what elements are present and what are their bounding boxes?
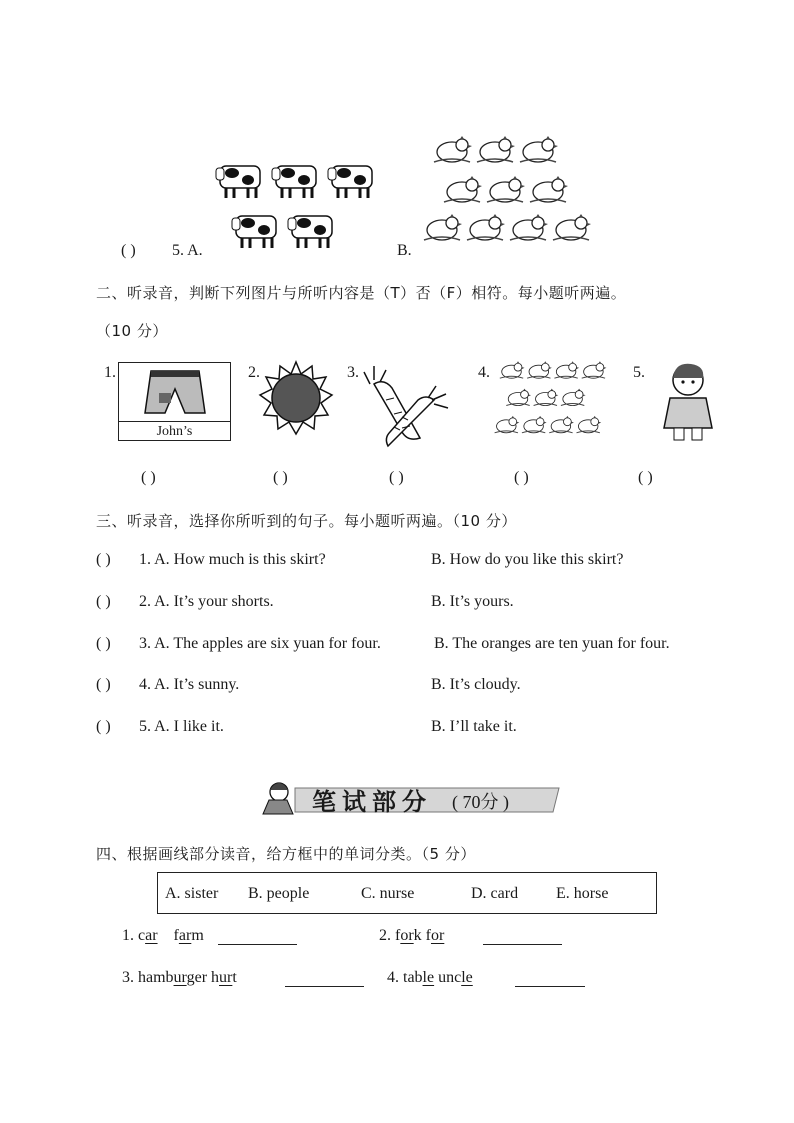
s3-option-a: 5. A. I like it. (139, 718, 224, 735)
s3-option-a: 3. A. The apples are six yuan for four. (139, 635, 381, 652)
s3-option-b: B. How do you like this skirt? (431, 551, 624, 568)
shorts-icon (119, 363, 230, 421)
s2-answer-paren-2[interactable]: ( ) (273, 469, 288, 486)
section4-heading: 四、根据画线部分读音，给方框中的单词分类。（5 分） (96, 845, 476, 863)
word: hurt (211, 969, 237, 986)
boy-icon (660, 360, 724, 446)
s2-item-number-5: 5. (633, 364, 645, 381)
word: farm (173, 927, 204, 944)
s3-option-a: 4. A. It’s sunny. (139, 676, 240, 693)
section2-heading: 二、听录音，判断下列图片与所听内容是（T）否（F）相符。每小题听两遍。 (96, 284, 627, 302)
pair-1: 1. car farm (122, 927, 204, 944)
word: table (403, 969, 435, 986)
answer-blank[interactable] (483, 930, 562, 945)
s3-answer-paren[interactable]: ( ) (96, 676, 111, 693)
s2-item-number-2: 2. (248, 364, 260, 381)
sun-icon (258, 360, 334, 436)
word: fork (395, 927, 422, 944)
s3-option-a: 1. A. How much is this skirt? (139, 551, 326, 568)
s3-option-b: B. It’s cloudy. (431, 676, 521, 693)
word: hamburger (138, 969, 208, 986)
s2-item-number-4: 4. (478, 364, 490, 381)
q5-option-a: 5. A. (172, 242, 203, 259)
s3-answer-paren[interactable]: ( ) (96, 551, 111, 568)
s2-answer-paren-1[interactable]: ( ) (141, 469, 156, 486)
s3-answer-paren[interactable]: ( ) (96, 635, 111, 652)
shorts-caption: John’s (119, 421, 230, 441)
s3-option-b: B. The oranges are ten yuan for four. (434, 635, 670, 652)
s3-answer-paren[interactable]: ( ) (96, 593, 111, 610)
section2-score: （10 分） (96, 322, 168, 340)
hens-small-picture (492, 360, 616, 444)
answer-blank[interactable] (285, 972, 364, 987)
word: uncle (438, 969, 473, 986)
answer-blank[interactable] (218, 930, 297, 945)
box-word-a: A. sister (165, 885, 219, 902)
word: car (138, 927, 158, 944)
pair-2: 2. fork for (379, 927, 445, 944)
q5-answer-paren[interactable]: ( ) (121, 242, 136, 259)
pair-4: 4. table uncle (387, 969, 473, 986)
s2-answer-paren-4[interactable]: ( ) (514, 469, 529, 486)
box-word-b: B. people (248, 885, 310, 902)
s2-item-number-3: 3. (347, 364, 359, 381)
girl-mascot-icon (263, 783, 293, 814)
s3-option-b: B. I’ll take it. (431, 718, 517, 735)
pair-3: 3. hamburger hurt (122, 969, 237, 986)
box-word-d: D. card (471, 885, 519, 902)
answer-blank[interactable] (515, 972, 585, 987)
s3-option-a: 2. A. It’s your shorts. (139, 593, 274, 610)
s3-answer-paren[interactable]: ( ) (96, 718, 111, 735)
shorts-card (118, 362, 231, 441)
s2-answer-paren-5[interactable]: ( ) (638, 469, 653, 486)
banner-title: 笔试部分 (312, 788, 432, 816)
box-word-e: E. horse (556, 885, 609, 902)
s2-item-number-1: 1. (104, 364, 116, 381)
word: for (425, 927, 445, 944)
s3-option-b: B. It’s yours. (431, 593, 514, 610)
section3-heading: 三、听录音，选择你所听到的句子。每小题听两遍。（10 分） (96, 512, 517, 530)
carrot-icon (360, 360, 460, 450)
s2-answer-paren-3[interactable]: ( ) (389, 469, 404, 486)
banner-score: ( 70分 ) (452, 792, 509, 812)
cows-picture (210, 152, 380, 262)
box-word-c: C. nurse (361, 885, 415, 902)
q5-option-b: B. (397, 242, 412, 259)
hens-picture (420, 134, 595, 256)
